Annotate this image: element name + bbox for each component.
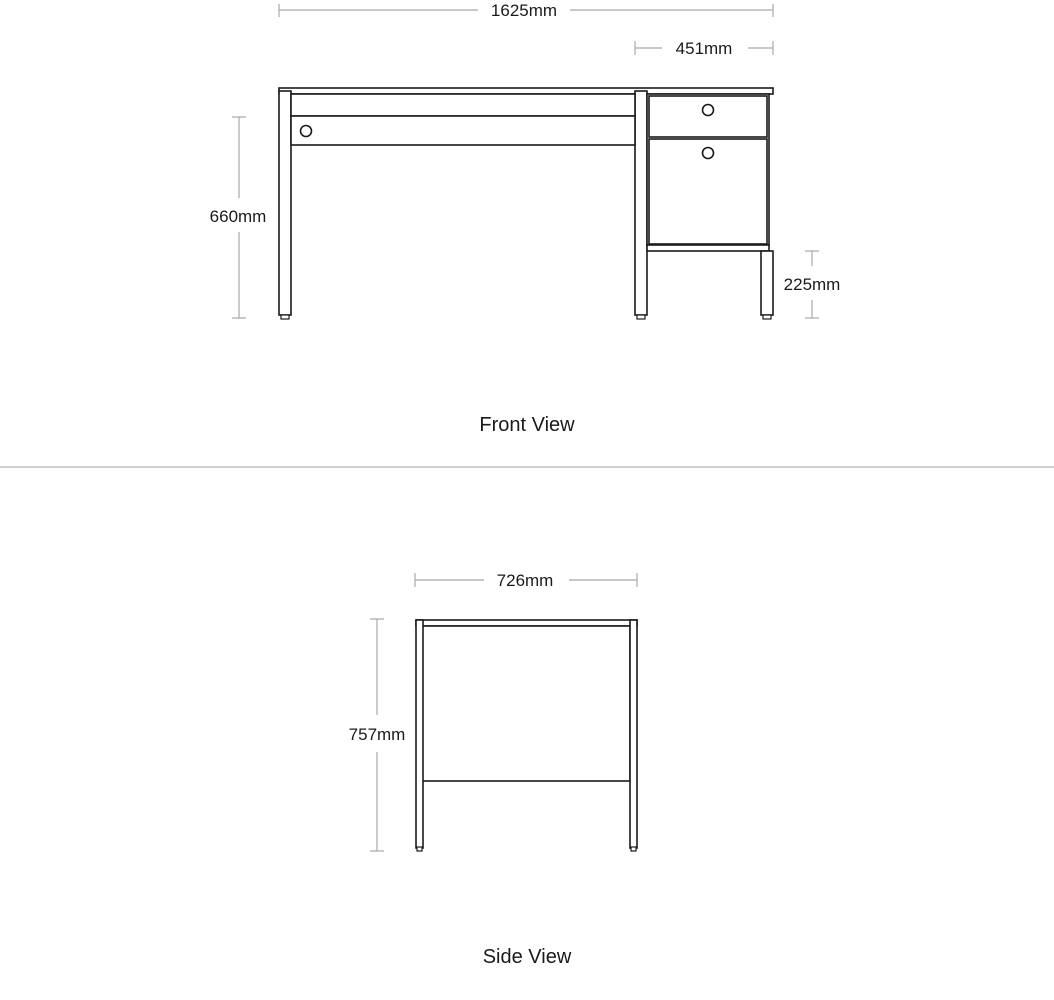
middle-leg: [635, 91, 647, 315]
depth-dimension: [415, 571, 637, 590]
cabinet-width-label: 451mm: [675, 39, 733, 58]
cabinet-clearance-label: 225mm: [783, 275, 841, 294]
overall-width-dimension: [279, 1, 773, 20]
desk-height-label: 660mm: [209, 207, 267, 226]
cabinet-width-dimension: [635, 39, 773, 58]
desk-height-dimension: [210, 117, 267, 318]
overall-width-label: 1625mm: [490, 1, 558, 20]
side-panel: [422, 626, 630, 781]
left-leg: [279, 91, 291, 315]
front-view: [210, 1, 841, 436]
file-drawer-knob-icon: [703, 148, 714, 159]
right-leg: [761, 251, 773, 315]
desk-side-drawing: [416, 620, 637, 851]
side-front-leg: [416, 620, 423, 848]
side-back-foot: [631, 847, 636, 851]
side-height-label: 757mm: [348, 725, 406, 744]
top-drawer-knob-icon: [703, 105, 714, 116]
cabinet-top-drawer: [649, 96, 767, 137]
drawer-knob-icon: [301, 126, 312, 137]
right-leg-foot: [763, 315, 771, 319]
side-desktop: [416, 620, 637, 626]
front-view-title: Front View: [479, 414, 575, 436]
depth-label: 726mm: [496, 571, 554, 590]
left-leg-foot: [281, 315, 289, 319]
side-height-dimension: [349, 619, 406, 851]
middle-leg-foot: [637, 315, 645, 319]
desk-front-drawing: [279, 88, 773, 319]
side-front-foot: [417, 847, 422, 851]
side-back-leg: [630, 620, 637, 848]
cabinet-clearance-dimension: [784, 251, 841, 318]
side-view: [349, 571, 637, 968]
side-view-title: Side View: [482, 946, 572, 968]
cabinet-bottom-rail: [647, 245, 769, 251]
front-apron: [291, 94, 635, 116]
keyboard-drawer: [291, 116, 635, 145]
desktop: [279, 88, 773, 94]
